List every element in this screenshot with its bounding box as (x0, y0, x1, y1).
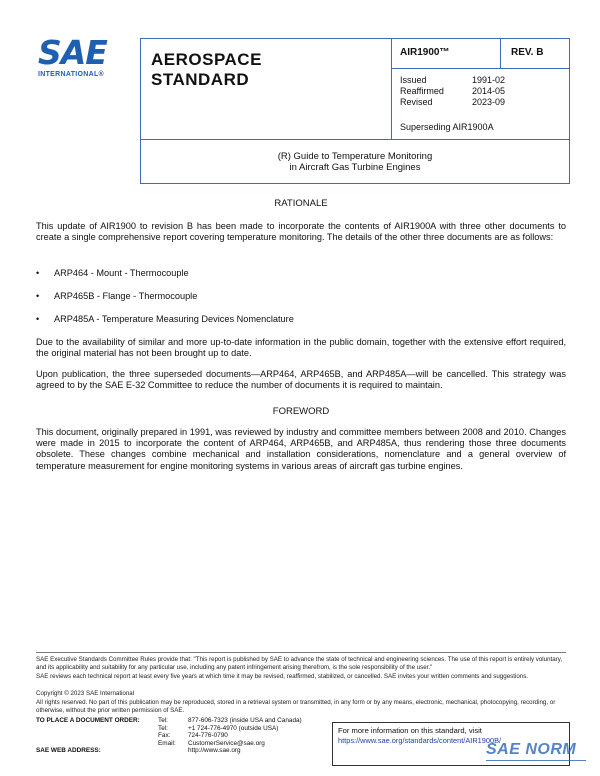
bullet-item: • ARP465B - Flange - Thermocouple (36, 291, 198, 301)
doc-type-line1: AEROSPACE (151, 50, 262, 69)
date-row: Revised 2023-09 (400, 97, 506, 107)
foreword-text: This document, originally prepared in 1991, was reviewed by industry and committee members between 2008 and 2010. Changes were made in 2015 to incorporate the content of ARP464, ARP465B, and ARP485A, thus rendering those three documents obsolete. These changes combine mechanical and installation considerations, nomenclature and a general overview of temperature measurement for engine monitoring systems in various areas of aircraft gas turbine engines. (36, 427, 566, 471)
rationale-para3: Upon publication, the three superseded documents—ARP464, ARP465B, and ARP485A—will be cancelled. This strategy was agreed to by the SAE E-32 Committee to reduce the number of documents it is required to maintain. (36, 369, 566, 391)
contact-row (36, 747, 306, 755)
bullet-item: • ARP485A - Temperature Measuring Devices Nomenclature (36, 314, 294, 324)
contact-row: TO PLACE A DOCUMENT ORDER: Tel: 877-606-7323 (inside USA and Canada) (36, 717, 302, 724)
doc-title-line1: (R) Guide to Temperature Monitoring (277, 151, 433, 162)
doc-type-line2: STANDARD (151, 70, 250, 89)
dates-table (400, 75, 505, 108)
sae-logo-sub: INTERNATIONAL® (38, 71, 105, 78)
watermark-rule (486, 760, 586, 761)
rationale-intro: This update of AIR1900 to revision B has been made to incorporate the contents of AIR1900A with three other documents to create a single comprehensive report covering temperature monitoring. The details of the other three documents are as follows: (36, 221, 566, 243)
superseding-note: Superseding AIR1900A (400, 122, 494, 132)
footer-rules: SAE Executive Standards Committee Rules provide that: "This report is published by SAE to advance the state of technical and engineering sciences. The use of this report is entirely voluntary, and its applicability and suitability for any particular use, including any patent infringement arising therefrom, is the sole responsibility of the user." (36, 656, 563, 671)
bullet-dot: • (36, 268, 40, 278)
dates-box (391, 68, 570, 140)
doc-title-line2: in Aircraft Gas Turbine Engines (289, 162, 421, 173)
rationale-heading: RATIONALE (274, 198, 328, 209)
bullet-dot: • (36, 291, 40, 301)
order-label: TO PLACE A DOCUMENT ORDER: (36, 717, 140, 724)
footer-review: SAE reviews each technical report at least every five years at which time it may be revised, reaffirmed, stabilized, or cancelled. SAE invites your written comments and suggestions. (36, 673, 529, 680)
footer-rights: All rights reserved. No part of this publication may be reproduced, stored in a retrieval system or transmitted, in any form or by any means, electronic, mechanical, photocopying, recording, or otherwise, without the prior written permission of SAE. (36, 699, 556, 714)
revision-box (500, 38, 570, 69)
info-box-title: For more information on this standard, visit (338, 726, 482, 735)
footer-copyright: Copyright © 2023 SAE International (36, 690, 135, 697)
sae-logo (38, 33, 118, 84)
bullet-dot: • (36, 314, 40, 324)
web-label: SAE WEB ADDRESS: (36, 747, 101, 754)
contact-row: Tel: +1 724-776-4970 (outside USA) (158, 724, 279, 732)
bullet-item: • ARP464 - Mount - Thermocouple (36, 268, 189, 278)
web-address: http://www.sae.org (188, 747, 241, 754)
doc-number: AIR1900™ (400, 47, 450, 58)
info-box-link[interactable]: https://www.sae.org/standards/content/AIR1900B/ (338, 736, 502, 745)
order-contacts (36, 717, 306, 755)
doc-number-box (391, 38, 501, 69)
date-row: Issued 1991-02 (400, 75, 506, 85)
header-title-box (140, 38, 392, 140)
watermark (486, 741, 596, 771)
contact-row: Email: CustomerService@sae.org (158, 739, 265, 747)
rationale-para2: Due to the availability of similar and more up-to-date information in the public domain, together with the extensive effort required, the original material has not been brought up to date. (36, 337, 566, 359)
footer-divider (36, 652, 566, 653)
watermark-text: SAE NORM (486, 741, 577, 758)
revision-label: REV. B (511, 47, 544, 58)
sae-logo-mark: SAE (38, 33, 107, 72)
date-row: Reaffirmed 2014-05 (400, 86, 506, 96)
contact-row: Fax: 724-776-0790 (158, 732, 228, 739)
doc-title-box (140, 139, 570, 184)
foreword-heading: FOREWORD (272, 406, 330, 417)
